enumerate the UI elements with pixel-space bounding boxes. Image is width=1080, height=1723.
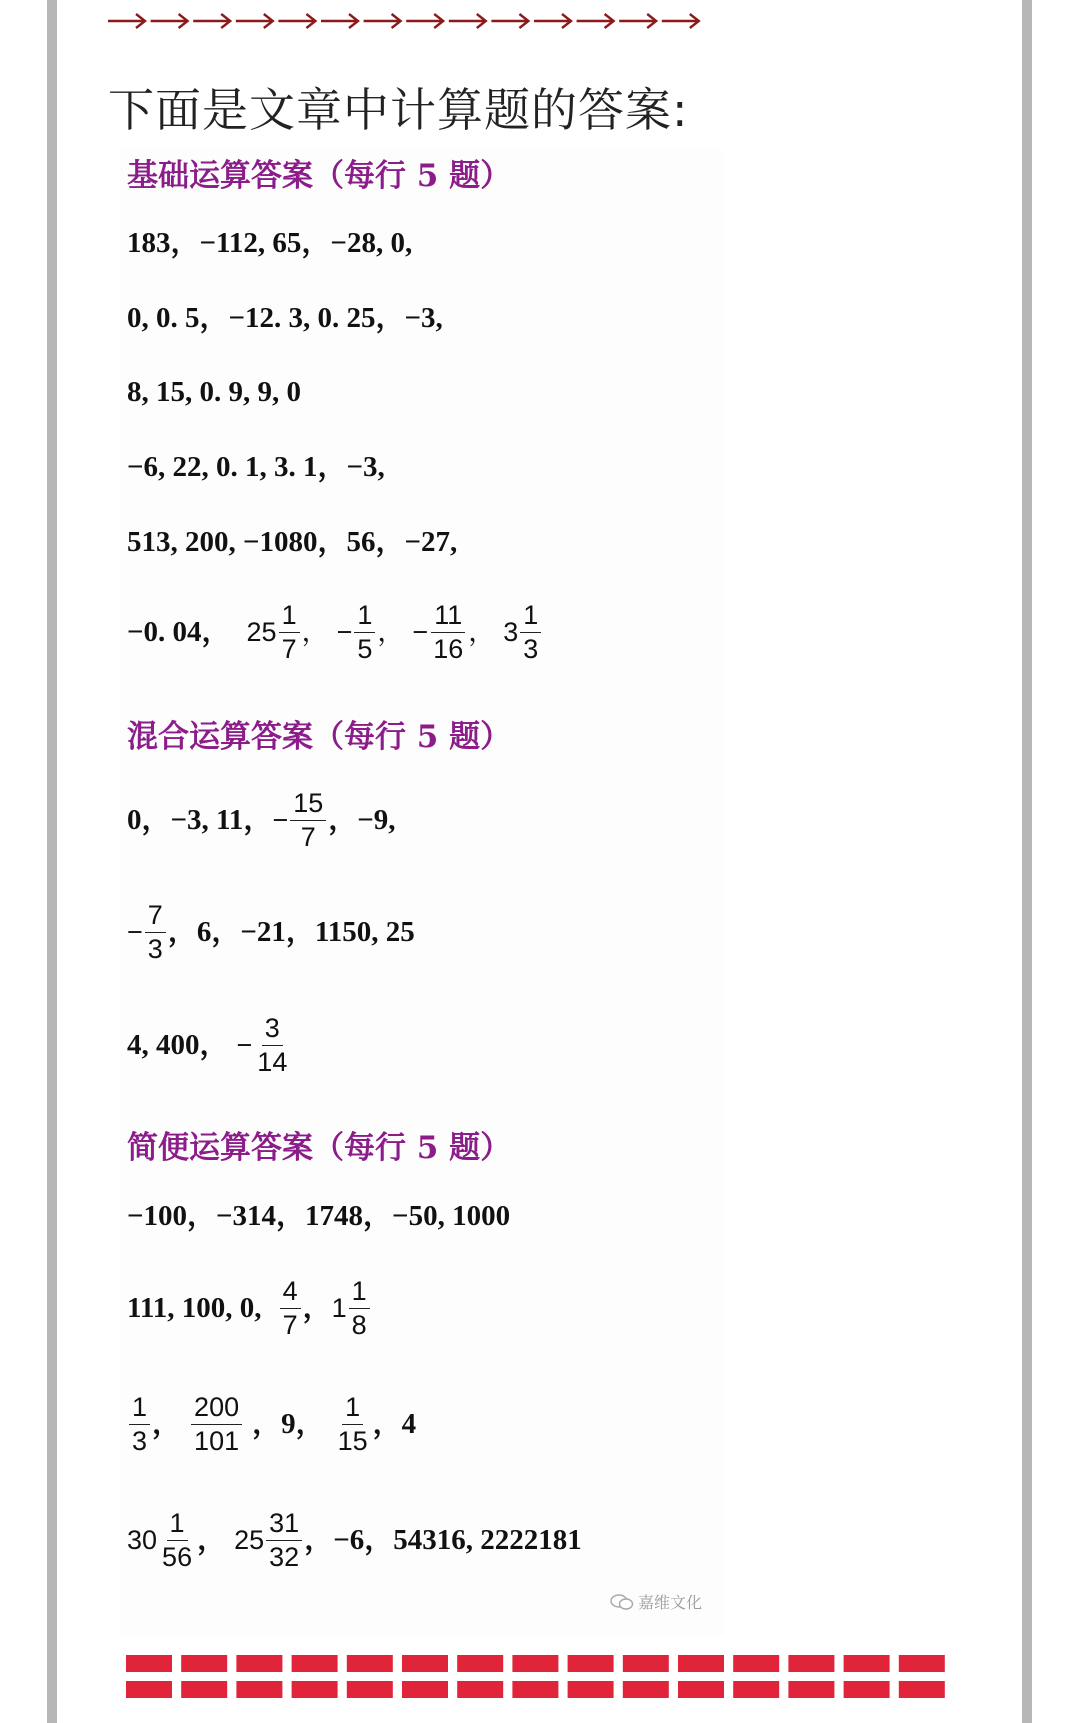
answer-line: −6, 22, 0. 1, 3. 1，−3,	[127, 451, 385, 483]
mixed-whole: 1	[331, 1293, 347, 1323]
red-dash	[788, 1655, 834, 1672]
red-dash	[623, 1655, 669, 1672]
red-dash	[733, 1655, 779, 1672]
answer-line: −100，−314，1748，−50, 1000	[127, 1200, 511, 1232]
red-dash	[236, 1681, 282, 1698]
answer-value: −0. 04，	[127, 616, 231, 648]
answer-value: ，9，	[252, 1408, 325, 1440]
mixed-whole: 25	[234, 1525, 265, 1555]
arrow-glyph	[108, 14, 145, 28]
right-border-rail	[1022, 0, 1032, 1723]
red-dash	[457, 1681, 503, 1698]
arrow-glyph	[662, 14, 699, 28]
red-dash-divider	[126, 1655, 956, 1705]
fraction: 1 56	[162, 1508, 193, 1572]
red-dash	[678, 1655, 724, 1672]
arrow-glyph	[236, 14, 273, 28]
fraction: 1 15	[337, 1392, 368, 1456]
fraction: $\frac{11}{16}$	[433, 600, 464, 664]
red-dash	[292, 1655, 338, 1672]
red-dash	[402, 1681, 448, 1698]
answer-line: 30 1 56 ， 25 31 32 ，−6，54316, 2222181	[127, 1508, 582, 1572]
section-heading-mixed: 混合运算答案（每行 5 题）	[127, 719, 512, 755]
answer-line: 183，−112, 65，−28, 0,	[127, 227, 413, 259]
answer-line: 0, 0. 5，−12. 3, 0. 25，−3,	[127, 302, 443, 334]
arrow-glyph	[491, 14, 528, 28]
arrow-glyph	[534, 14, 571, 28]
answer-value: 0，−3, 11，	[127, 804, 273, 836]
arrow-divider	[108, 0, 708, 42]
arrow-glyph	[406, 14, 443, 28]
fraction: $\frac{7}{3}$	[145, 902, 166, 963]
answer-line: 513, 200, −1080，56，−27,	[127, 526, 458, 558]
intro-text: 下面是文章中计算题的答案:	[108, 83, 689, 137]
red-dash	[126, 1681, 172, 1698]
mixed-whole: 30	[127, 1525, 158, 1555]
red-dash	[347, 1681, 393, 1698]
red-dash	[623, 1681, 669, 1698]
red-dash	[788, 1681, 834, 1698]
watermark-text: 嘉维文化	[638, 1593, 703, 1612]
fraction: 1 7	[279, 602, 300, 663]
arrow-glyph	[321, 14, 358, 28]
arrow-glyph	[619, 14, 656, 28]
arrow-glyph	[151, 14, 188, 28]
mixed-whole: 3	[503, 617, 519, 647]
answer-line: − $\frac{7}{3}$ ，6，−21，1150, 25	[127, 900, 415, 964]
red-dash	[512, 1655, 558, 1672]
red-dash	[844, 1681, 890, 1698]
fraction: 31 32	[266, 1510, 302, 1571]
watermark	[610, 1590, 702, 1613]
red-dash	[402, 1655, 448, 1672]
answer-value: 111, 100, 0,	[127, 1292, 262, 1324]
fraction: 1 8	[349, 1278, 370, 1339]
arrow-glyph	[449, 14, 486, 28]
answer-value: 4, 400，	[127, 1029, 229, 1061]
red-dash	[568, 1655, 614, 1672]
answer-line: 8, 15, 0. 9, 9, 0	[127, 376, 301, 408]
fraction: 200 101	[191, 1394, 242, 1455]
red-dash	[678, 1681, 724, 1698]
answer-line-fractions: −0. 04， 25 1 7 ， − $\frac{1}{5}$ ， − $\frac{11}{16}$ ， 3 1 3	[127, 602, 543, 663]
red-dash	[347, 1655, 393, 1672]
red-dash	[733, 1681, 779, 1698]
arrow-glyph	[278, 14, 315, 28]
fraction: $\frac{15}{7}$	[290, 790, 326, 851]
answer-line: 111, 100, 0, 4 7 ， 1 1 8	[127, 1278, 372, 1339]
answer-line: 4, 400， − $\frac{3}{14}$	[127, 1015, 292, 1076]
section-heading-basic: 基础运算答案（每行 5 题）	[127, 158, 512, 194]
red-dash	[236, 1655, 282, 1672]
red-dash	[899, 1681, 945, 1698]
red-dash	[181, 1681, 227, 1698]
fraction: 1 3	[129, 1394, 150, 1455]
red-dash	[512, 1681, 558, 1698]
wechat-icon	[610, 1593, 634, 1611]
fraction: 1 3	[520, 602, 541, 663]
arrow-row-graphic	[108, 9, 708, 33]
arrow-glyph	[364, 14, 401, 28]
section-heading-simplified: 简便运算答案（每行 5 题）	[127, 1130, 512, 1166]
answer-value: ，−9,	[328, 804, 396, 836]
red-dash	[181, 1655, 227, 1672]
arrow-glyph	[193, 14, 230, 28]
answer-value: ，6，−21，1150, 25	[167, 916, 415, 948]
answer-line: 1 3 ， 200 101 ，9， 1 15 ，4	[127, 1394, 416, 1455]
red-dash	[568, 1681, 614, 1698]
red-dash	[292, 1681, 338, 1698]
red-dash	[844, 1655, 890, 1672]
fraction: 4 7	[280, 1278, 301, 1339]
left-border-rail	[47, 0, 57, 1723]
red-dash	[899, 1655, 945, 1672]
fraction: $\frac{1}{5}$	[354, 602, 375, 663]
mixed-whole: 25	[246, 617, 277, 647]
fraction: $\frac{3}{14}$	[257, 1013, 288, 1077]
arrow-glyph	[577, 14, 614, 28]
answer-value: ，−6，54316, 2222181	[304, 1524, 582, 1556]
red-dash	[457, 1655, 503, 1672]
answer-value: ，4	[372, 1408, 417, 1440]
red-dash	[126, 1655, 172, 1672]
answer-line: 0，−3, 11， − $\frac{15}{7}$ ，−9,	[127, 788, 396, 852]
